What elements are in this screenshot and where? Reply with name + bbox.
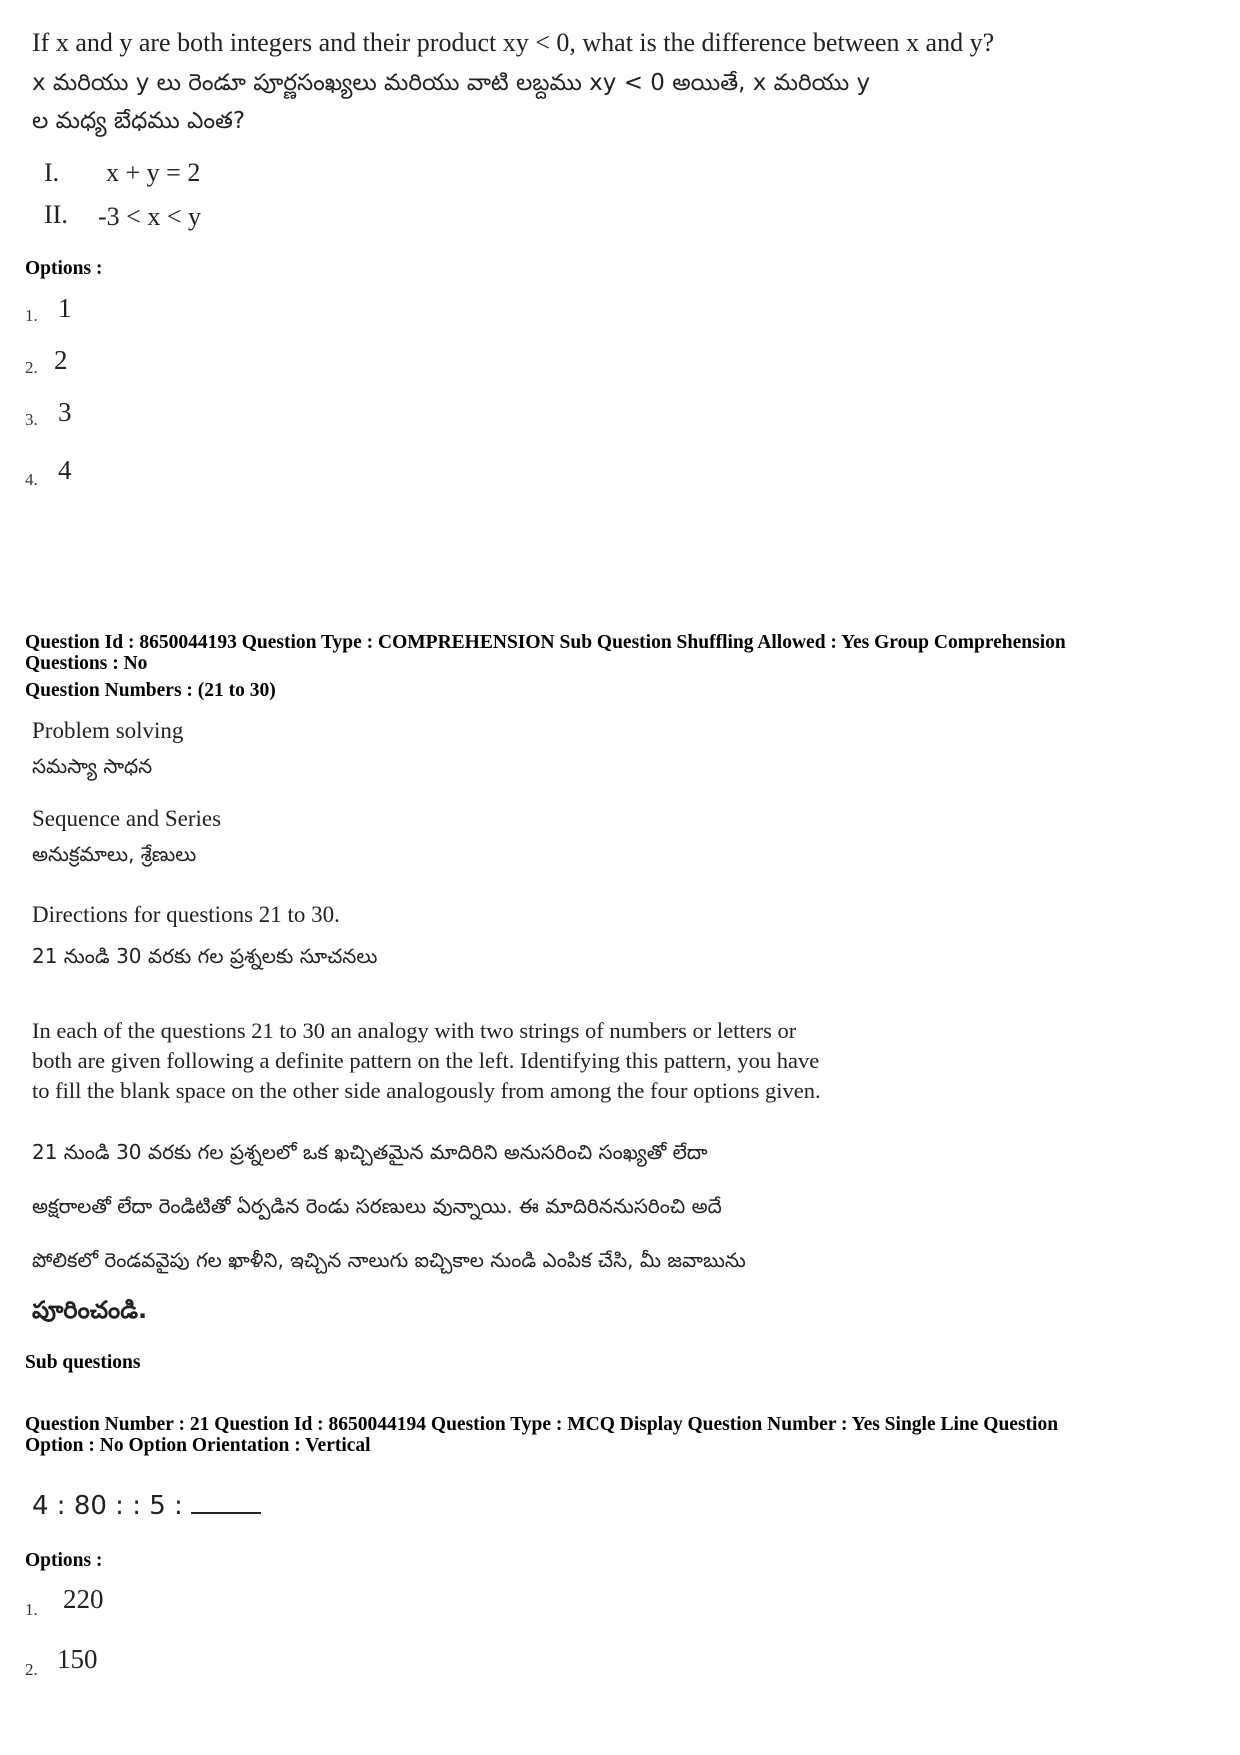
question-stem-telugu-line1: x మరియు y లు రెండూ పూర్ణసంఖ్యలు మరియు వాటి లబ్దము xy < 0 అయితే, x మరియు y [32, 70, 871, 96]
options-label: Options : [25, 258, 103, 279]
option-value[interactable]: 3 [58, 397, 72, 427]
analogy-text: 4 : 80 : : 5 : [32, 1491, 183, 1521]
option-value[interactable]: 1 [58, 293, 72, 323]
answer-blank [191, 1490, 261, 1514]
question-meta-line2: Option : No Option Orientation : Vertical [25, 1435, 371, 1456]
question-stem [32, 1490, 261, 1521]
option-number: 1. [25, 1600, 38, 1619]
paragraph-telugu-line: 21 నుండి 30 వరకు గల ప్రశ్నలలో ఒక ఖచ్చితమైన మాదిరిని అనుసరించి సంఖ్యతో లేదా [32, 1140, 708, 1164]
directions-telugu: 21 నుండి 30 వరకు గల ప్రశ్నలకు సూచనలు [32, 944, 378, 968]
topic-english: Problem solving [32, 718, 184, 743]
option-value[interactable]: 220 [63, 1584, 104, 1614]
directions-english: Directions for questions 21 to 30. [32, 902, 340, 927]
option-number: 4. [25, 470, 38, 489]
statement-label: II. [44, 200, 68, 229]
subtopic-english: Sequence and Series [32, 806, 222, 831]
topic-telugu: సమస్యా సాధన [32, 754, 153, 778]
option-number: 3. [25, 410, 38, 429]
paragraph-telugu-line: పోలికలో రెండవవైపు గల ఖాళీని, ఇచ్చిన నాలుగు ఐచ్చికాల నుండి ఎంపిక చేసి, మీ జవాబును [32, 1248, 746, 1272]
paragraph-english-line: to fill the blank space on the other side analogously from among the four options given. [32, 1078, 821, 1103]
question-stem-english: If x and y are both integers and their product xy < 0, what is the difference between x and y? [32, 28, 995, 57]
paragraph-telugu-line: అక్షరాలతో లేదా రెండిటితో ఏర్పడిన రెండు సరణులు వున్నాయి. ఈ మాదిరిననుసరించి అదే [32, 1194, 722, 1218]
paragraph-english-line: In each of the questions 21 to 30 an analogy with two strings of numbers or letters or [32, 1018, 797, 1043]
comprehension-meta-line2: Questions : No [25, 653, 148, 674]
options-label: Options : [25, 1550, 103, 1571]
statement-label: I. [44, 158, 60, 187]
paragraph-english-line: both are given following a definite pattern on the left. Identifying this pattern, you have [32, 1048, 820, 1073]
comprehension-meta-line1: Question Id : 8650044193 Question Type : COMPREHENSION Sub Question Shuffling Allowed : Yes Group Comprehension [25, 632, 1066, 653]
question-meta-line1: Question Number : 21 Question Id : 8650044194 Question Type : MCQ Display Question Number : Yes Single Line Question [25, 1414, 1059, 1435]
paragraph-telugu-line: పూరించండి. [32, 1296, 148, 1324]
statement-text: -3 < x < y [98, 202, 201, 231]
subtopic-telugu: అనుక్రమాలు, శ్రేణులు [32, 842, 197, 866]
option-value[interactable]: 150 [57, 1644, 98, 1674]
option-number: 2. [25, 1660, 38, 1679]
question-numbers: Question Numbers : (21 to 30) [25, 680, 276, 701]
option-number: 2. [25, 358, 38, 377]
question-stem-telugu-line2: ల మధ్య బేధము ఎంత? [32, 108, 246, 134]
option-value[interactable]: 4 [58, 455, 72, 485]
option-number: 1. [25, 306, 38, 325]
statement-text: x + y = 2 [106, 158, 201, 187]
option-value[interactable]: 2 [54, 345, 68, 375]
sub-questions-heading: Sub questions [25, 1352, 141, 1373]
